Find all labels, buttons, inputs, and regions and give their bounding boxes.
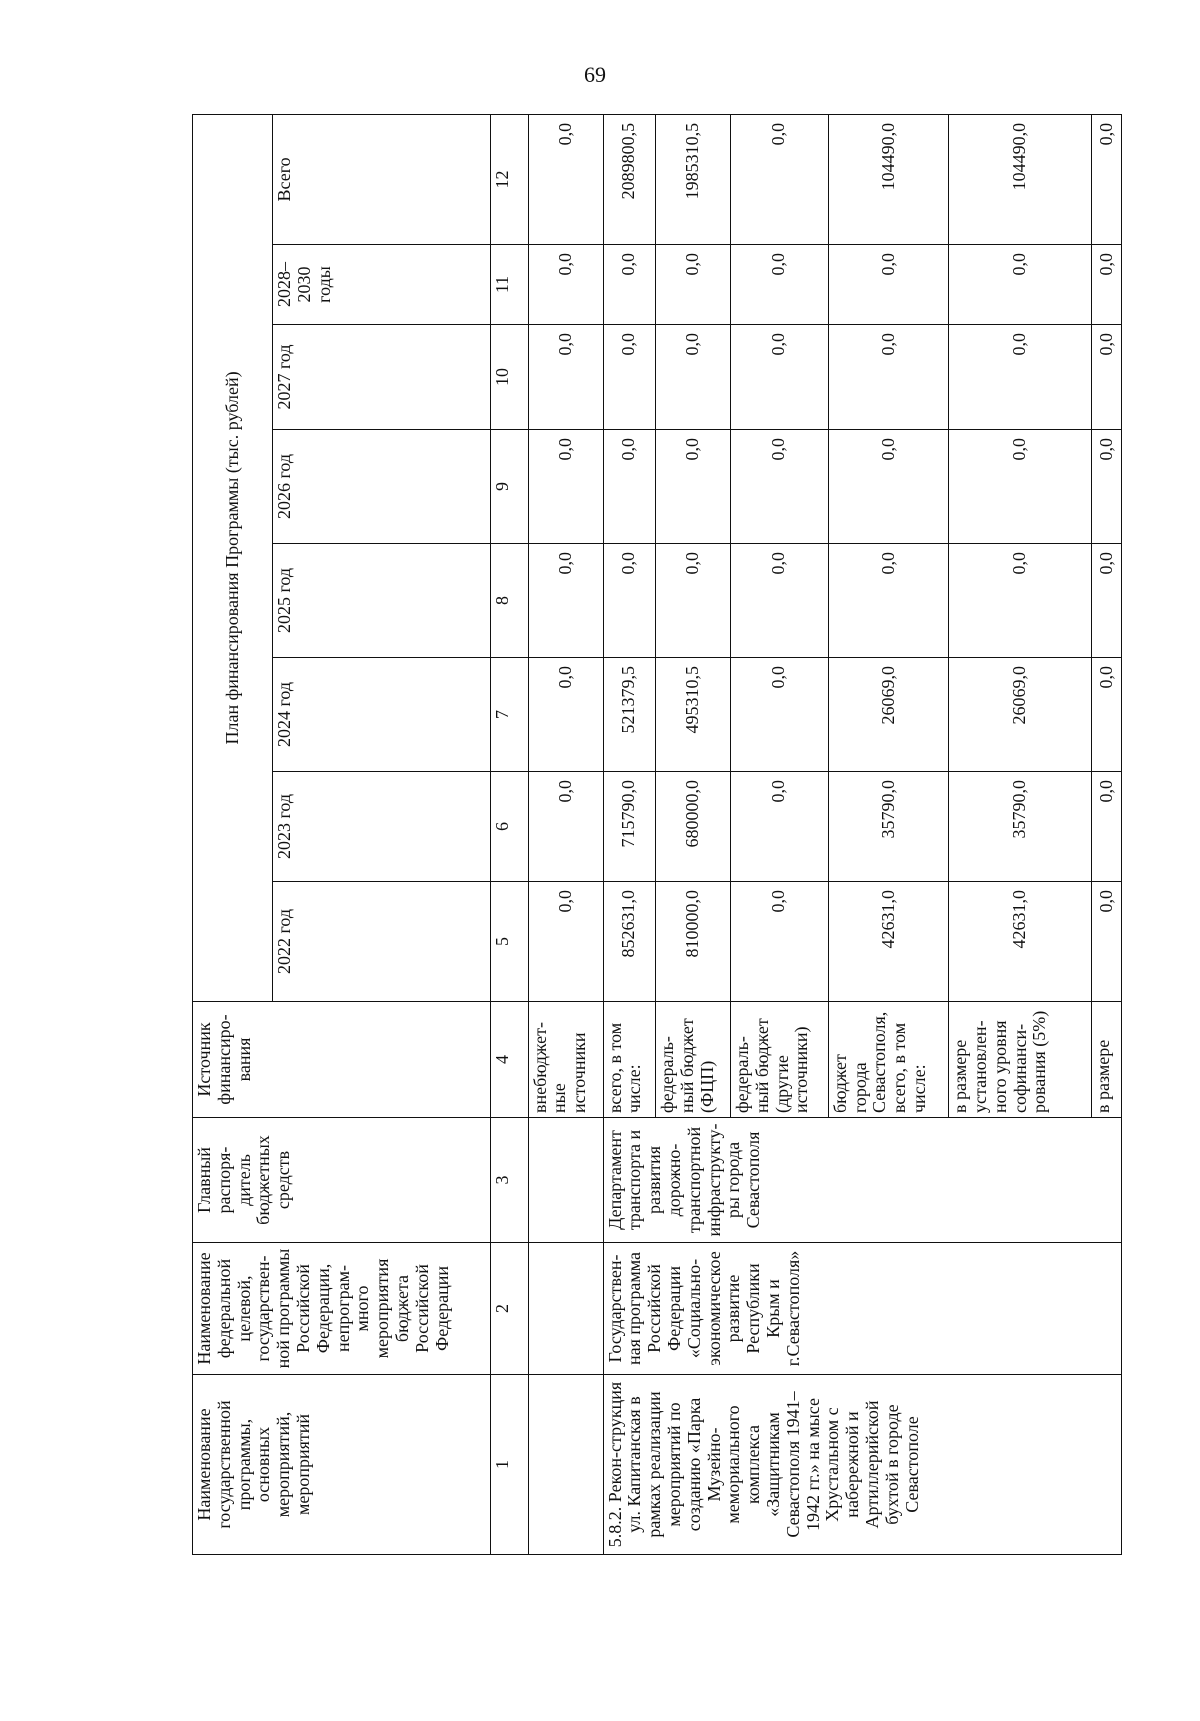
value-cell: 0,0 bbox=[949, 325, 1092, 430]
header-year: 2025 год bbox=[272, 544, 490, 658]
value-cell: 0,0 bbox=[730, 658, 828, 772]
table-row bbox=[603, 114, 655, 1554]
source-cell: в размере bbox=[1092, 1002, 1122, 1118]
value-cell: 0,0 bbox=[949, 430, 1092, 544]
budget-manager: Департамент транспорта и развития дорожно-транспортной инфраструкту-ры города Севастополя bbox=[603, 1118, 1121, 1243]
value-cell: 0,0 bbox=[949, 245, 1092, 325]
header-col3: Главный распоря-дитель бюджетных средств bbox=[193, 1118, 491, 1243]
header-col2: Наименование федеральной целевой, государствен-ной программы Российской Федерации, непрограм-много мероприятия бюджета Российской Федерации bbox=[193, 1243, 491, 1375]
financing-table bbox=[192, 114, 1122, 1555]
index-row bbox=[491, 114, 529, 1554]
value-cell: 42631,0 bbox=[828, 882, 948, 1002]
value-cell: 852631,0 bbox=[603, 882, 655, 1002]
value-cell: 0,0 bbox=[1092, 325, 1122, 430]
value-cell: 42631,0 bbox=[949, 882, 1092, 1002]
value-cell: 0,0 bbox=[655, 544, 730, 658]
column-index: 3 bbox=[491, 1118, 529, 1243]
value-cell: 104490,0 bbox=[949, 114, 1092, 244]
value-cell: 0,0 bbox=[730, 325, 828, 430]
value-cell: 0,0 bbox=[828, 430, 948, 544]
value-cell: 0,0 bbox=[730, 114, 828, 244]
value-cell: 0,0 bbox=[828, 245, 948, 325]
header-row-1 bbox=[193, 114, 273, 1554]
value-cell: 0,0 bbox=[528, 325, 603, 430]
value-cell: 26069,0 bbox=[828, 658, 948, 772]
header-year: 2028–2030 годы bbox=[272, 245, 490, 325]
column-index: 4 bbox=[491, 1002, 529, 1118]
value-cell: 0,0 bbox=[655, 245, 730, 325]
value-cell: 0,0 bbox=[528, 114, 603, 244]
value-cell: 0,0 bbox=[1092, 114, 1122, 244]
value-cell: 0,0 bbox=[528, 430, 603, 544]
column-index: 5 bbox=[491, 882, 529, 1002]
column-index: 9 bbox=[491, 430, 529, 544]
source-cell: федераль-ный бюджет (другие источники) bbox=[730, 1002, 828, 1118]
value-cell: 0,0 bbox=[949, 544, 1092, 658]
header-plan: План финансирования Программы (тыс. рублей) bbox=[193, 114, 273, 1001]
empty-cell bbox=[528, 1243, 603, 1375]
header-year: 2027 год bbox=[272, 325, 490, 430]
column-index: 8 bbox=[491, 544, 529, 658]
measure-name: 5.8.2. Рекон-струкция ул. Капитанская в рамках реализации мероприятий по созданию «Парка Музейно-мемориального комплекса «Защитникам Севастополя 1941–1942 гг.» на мысе Хрустальном с набережной и Артиллерийской бухтой в городе Севастополе bbox=[603, 1375, 1121, 1555]
header-year: 2022 год bbox=[272, 882, 490, 1002]
value-cell: 0,0 bbox=[1092, 245, 1122, 325]
empty-cell bbox=[528, 1375, 603, 1555]
value-cell: 0,0 bbox=[603, 325, 655, 430]
value-cell: 715790,0 bbox=[603, 772, 655, 882]
header-col4: Источник финансиро-вания bbox=[193, 1002, 491, 1118]
value-cell: 0,0 bbox=[655, 430, 730, 544]
value-cell: 0,0 bbox=[603, 430, 655, 544]
value-cell: 0,0 bbox=[528, 544, 603, 658]
value-cell: 0,0 bbox=[730, 882, 828, 1002]
value-cell: 0,0 bbox=[603, 245, 655, 325]
column-index: 11 bbox=[491, 245, 529, 325]
rotated-table-wrapper bbox=[192, 115, 1122, 1555]
header-year: Всего bbox=[272, 114, 490, 244]
value-cell: 0,0 bbox=[1092, 430, 1122, 544]
value-cell: 521379,5 bbox=[603, 658, 655, 772]
source-cell: внебюджет-ные источники bbox=[528, 1002, 603, 1118]
value-cell: 0,0 bbox=[828, 325, 948, 430]
value-cell: 0,0 bbox=[730, 430, 828, 544]
value-cell: 0,0 bbox=[603, 544, 655, 658]
header-year: 2026 год bbox=[272, 430, 490, 544]
column-index: 12 bbox=[491, 114, 529, 244]
value-cell: 0,0 bbox=[1092, 544, 1122, 658]
value-cell: 35790,0 bbox=[828, 772, 948, 882]
source-cell: федераль-ный бюджет (ФЦП) bbox=[655, 1002, 730, 1118]
value-cell: 0,0 bbox=[730, 245, 828, 325]
header-col1: Наименование государственной программы, основных мероприятий, мероприятий bbox=[193, 1375, 491, 1555]
value-cell: 680000,0 bbox=[655, 772, 730, 882]
value-cell: 0,0 bbox=[528, 245, 603, 325]
source-cell: бюджет города Севастополя, всего, в том числе: bbox=[828, 1002, 948, 1118]
value-cell: 810000,0 bbox=[655, 882, 730, 1002]
table-row-extrabudget bbox=[528, 114, 603, 1554]
source-cell: в размере установлен-ного уровня софинанси-рования (5%) bbox=[949, 1002, 1092, 1118]
header-year: 2023 год bbox=[272, 772, 490, 882]
program-name: Государствен-ная программа Российской Федерации «Социально-экономическое развитие Республики Крым и г.Севастополя» bbox=[603, 1243, 1121, 1375]
page-number: 69 bbox=[584, 62, 606, 87]
column-index: 6 bbox=[491, 772, 529, 882]
value-cell: 0,0 bbox=[1092, 658, 1122, 772]
value-cell: 2089800,5 bbox=[603, 114, 655, 244]
value-cell: 104490,0 bbox=[828, 114, 948, 244]
value-cell: 1985310,5 bbox=[655, 114, 730, 244]
value-cell: 0,0 bbox=[528, 772, 603, 882]
source-cell: всего, в том числе: bbox=[603, 1002, 655, 1118]
header-year: 2024 год bbox=[272, 658, 490, 772]
value-cell: 0,0 bbox=[655, 325, 730, 430]
value-cell: 0,0 bbox=[528, 658, 603, 772]
value-cell: 26069,0 bbox=[949, 658, 1092, 772]
column-index: 1 bbox=[491, 1375, 529, 1555]
value-cell: 0,0 bbox=[730, 544, 828, 658]
value-cell: 0,0 bbox=[1092, 772, 1122, 882]
value-cell: 0,0 bbox=[528, 882, 603, 1002]
column-index: 7 bbox=[491, 658, 529, 772]
value-cell: 495310,5 bbox=[655, 658, 730, 772]
value-cell: 35790,0 bbox=[949, 772, 1092, 882]
value-cell: 0,0 bbox=[828, 544, 948, 658]
empty-cell bbox=[528, 1118, 603, 1243]
value-cell: 0,0 bbox=[1092, 882, 1122, 1002]
column-index: 10 bbox=[491, 325, 529, 430]
column-index: 2 bbox=[491, 1243, 529, 1375]
value-cell: 0,0 bbox=[730, 772, 828, 882]
